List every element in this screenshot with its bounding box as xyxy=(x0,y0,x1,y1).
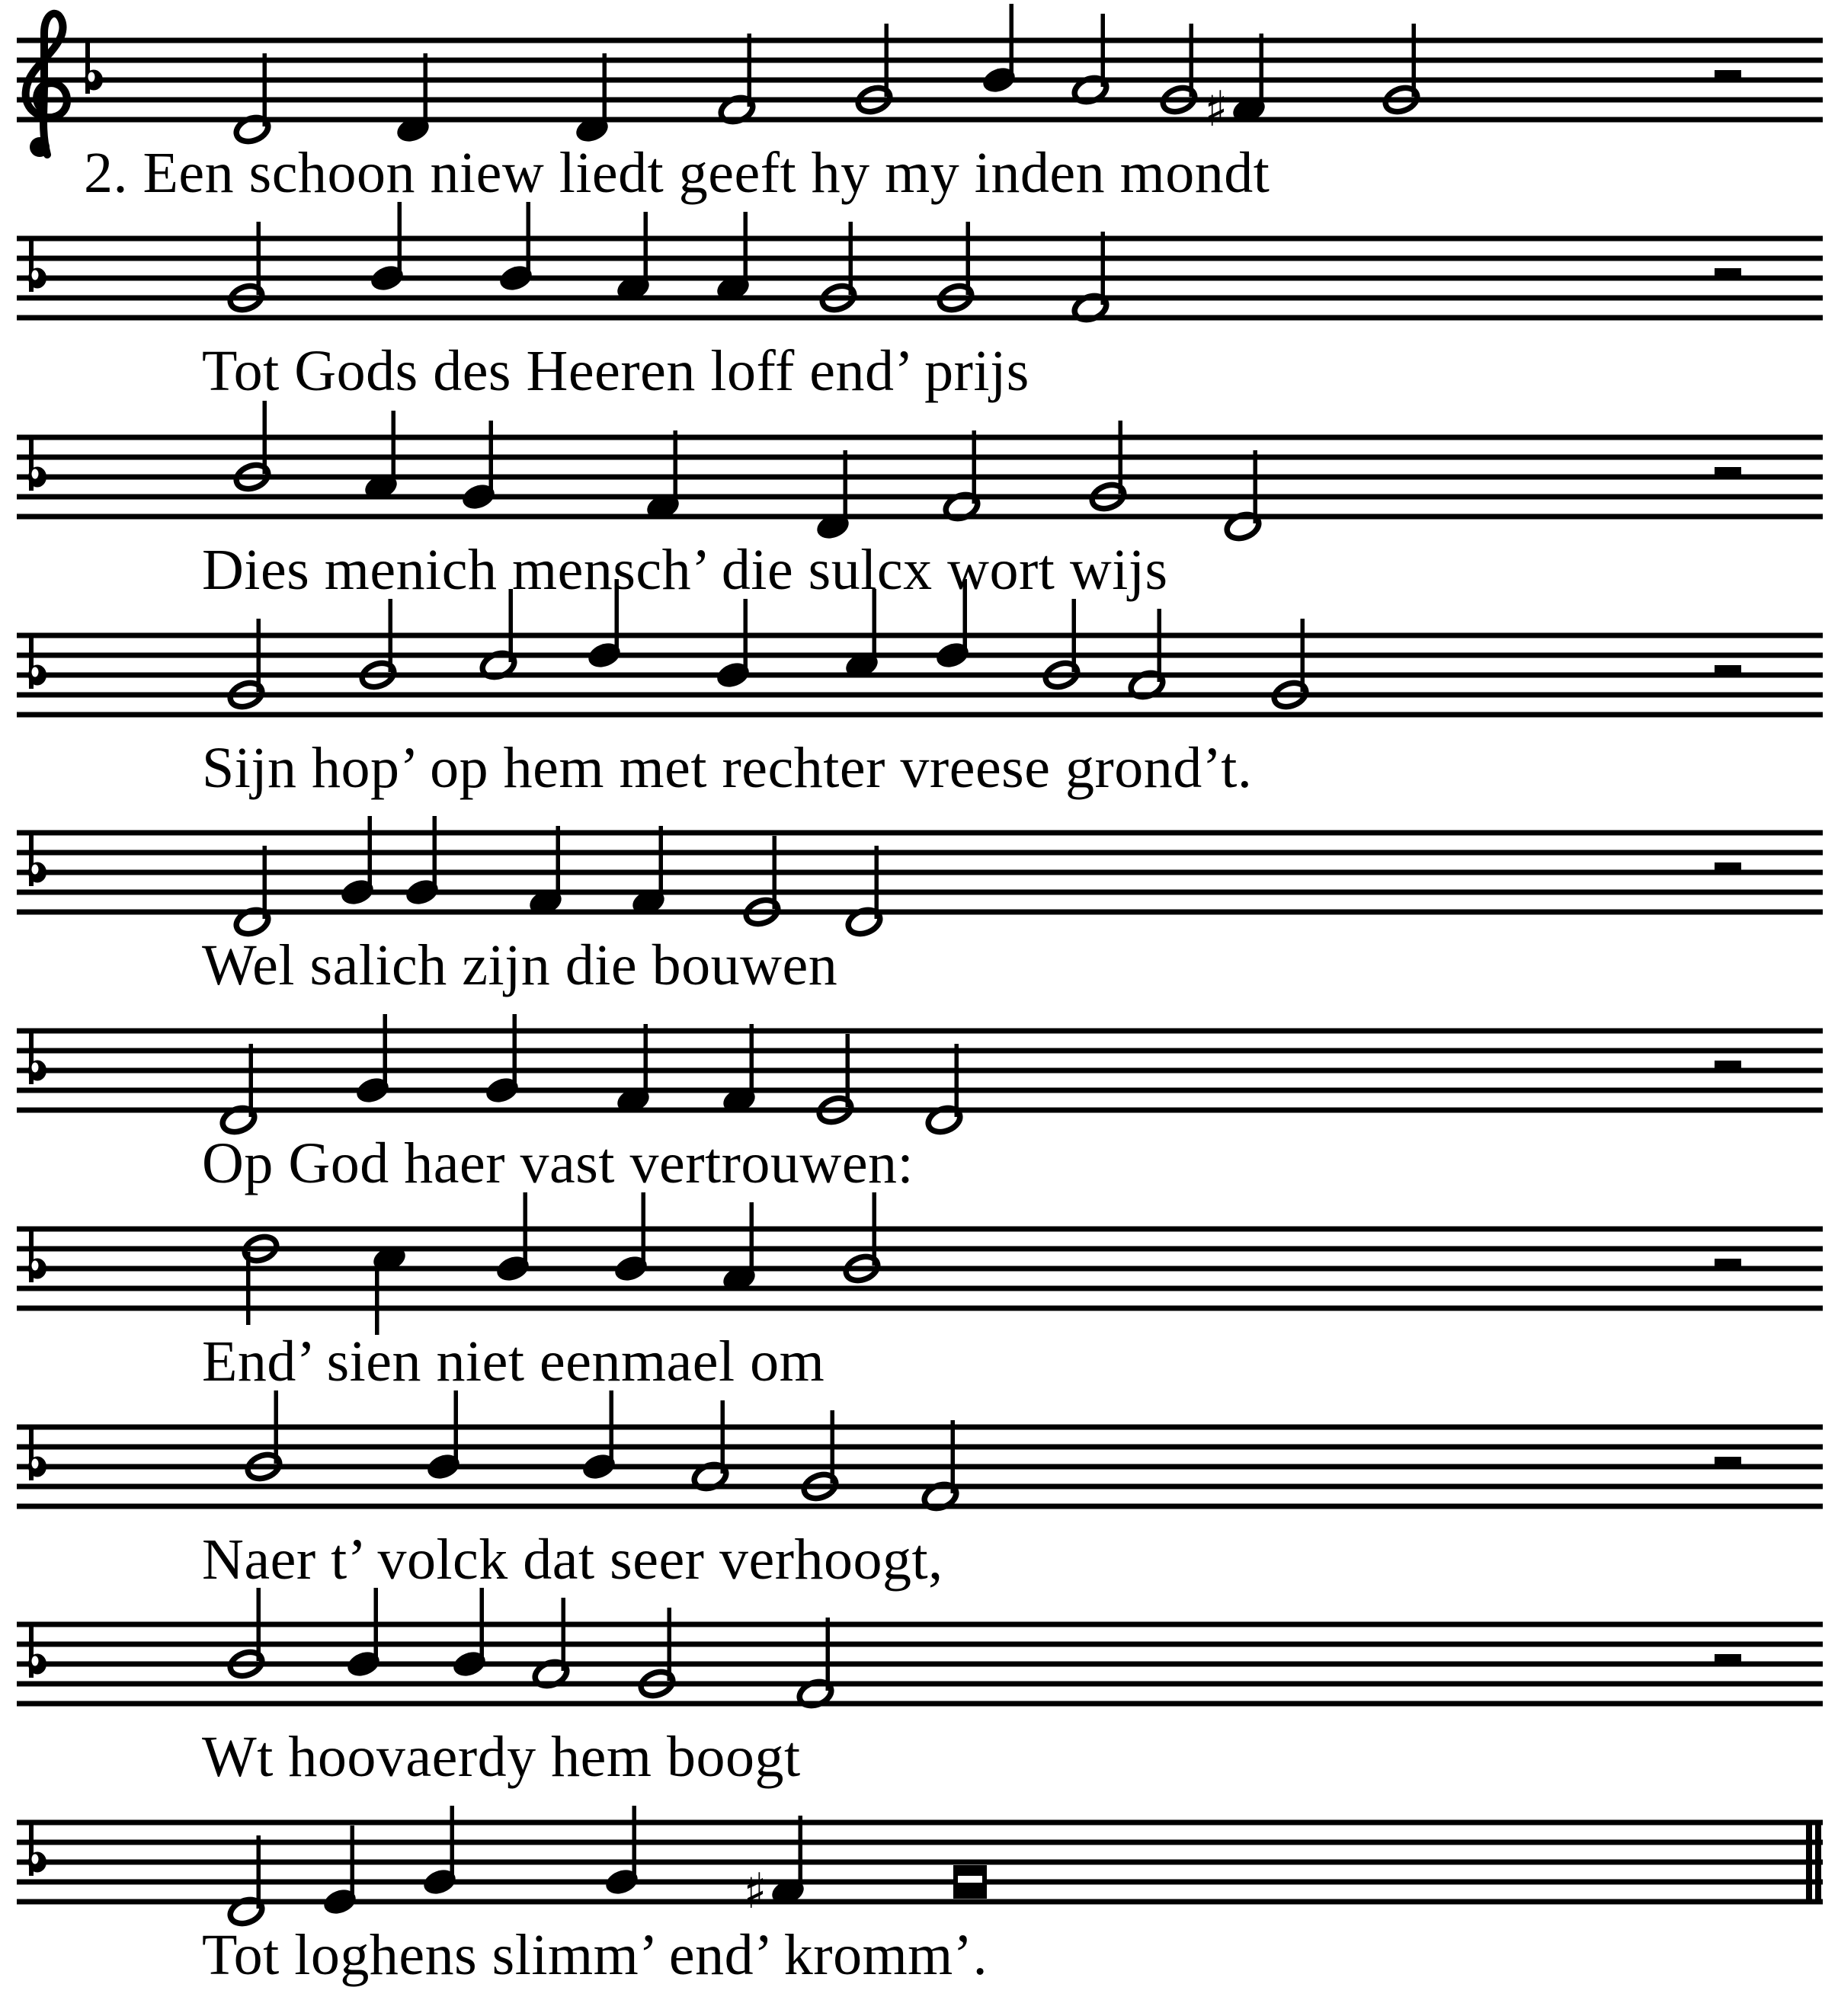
note-stem xyxy=(972,430,977,504)
note-stem xyxy=(263,846,267,919)
whole-rest xyxy=(1715,268,1741,278)
note-stem xyxy=(375,1262,379,1335)
note-stem xyxy=(556,826,561,899)
staff-line xyxy=(17,1840,1823,1845)
staff-line xyxy=(17,117,1823,123)
staff-line xyxy=(17,58,1823,63)
staff-line xyxy=(17,1445,1823,1450)
lyrics-layer xyxy=(84,141,1270,1987)
whole-rest xyxy=(1715,665,1741,675)
staff-line xyxy=(17,1484,1823,1490)
staff-line xyxy=(17,98,1823,103)
lyric-line-4: Sijn hop’ op hem met rechter vreese grond’t. xyxy=(202,736,1253,800)
clef-foot xyxy=(30,137,50,157)
note-stem xyxy=(513,1014,517,1087)
note-stem xyxy=(644,1024,648,1097)
note-stem xyxy=(831,1410,835,1483)
sharp-icon: ♯ xyxy=(743,1864,767,1920)
staff-line xyxy=(17,1820,1823,1826)
note-stem xyxy=(454,1390,459,1464)
whole-rest xyxy=(1715,862,1741,872)
staff-line xyxy=(17,1108,1823,1113)
quarter-note xyxy=(368,202,407,294)
quarter-note xyxy=(494,1192,533,1285)
staff-9 xyxy=(17,1588,1823,1710)
breve-note xyxy=(953,1865,987,1899)
staff-line xyxy=(17,315,1823,321)
note-stem xyxy=(383,1014,388,1087)
note-stem xyxy=(450,1806,455,1879)
whole-rest xyxy=(1715,70,1741,80)
quarter-note xyxy=(603,1806,642,1898)
note-stem xyxy=(1301,619,1305,692)
note-stem xyxy=(849,222,853,295)
flat-sign-icon xyxy=(85,39,103,94)
note-stem xyxy=(826,1618,831,1691)
note-stem xyxy=(274,1390,279,1464)
quarter-note xyxy=(424,1390,463,1483)
note-stem xyxy=(966,222,971,295)
treble-clef-icon xyxy=(26,14,67,157)
lyric-line-3: Dies menich mensch’ die sulcx wort wijs xyxy=(202,538,1168,602)
note-stem xyxy=(1101,232,1106,305)
quarter-note xyxy=(483,1014,522,1106)
note-stem xyxy=(659,826,664,899)
staff-8 xyxy=(17,1390,1823,1512)
staff-line xyxy=(17,870,1823,875)
note-stem xyxy=(644,212,648,285)
staff-line xyxy=(17,1682,1823,1687)
note-stem xyxy=(674,430,678,504)
staff-line xyxy=(17,712,1823,718)
staff-line xyxy=(17,276,1823,281)
lyric-line-5: Wel salich zijn die bouwen xyxy=(202,933,838,997)
note-stem xyxy=(799,1816,803,1889)
flat-sign-icon xyxy=(28,634,46,689)
quarter-note xyxy=(338,816,377,908)
staff-line xyxy=(17,1068,1823,1074)
staff-line xyxy=(17,1266,1823,1272)
staff-line xyxy=(17,1425,1823,1430)
note-stem xyxy=(257,1588,261,1661)
lyric-line-8: Naer t’ volck dat seer verhoogt, xyxy=(202,1528,943,1592)
staff-line xyxy=(17,475,1823,480)
staff-7 xyxy=(17,1192,1823,1335)
note-stem xyxy=(389,599,393,672)
lyric-line-10: Tot loghens slimm’ end’ kromm’. xyxy=(202,1923,988,1987)
note-stem xyxy=(873,1192,877,1266)
flat-sign-icon xyxy=(28,1426,46,1480)
staff-line xyxy=(17,296,1823,301)
note-stem xyxy=(846,1034,850,1107)
note-stem xyxy=(668,1608,672,1681)
note-stem xyxy=(1101,14,1106,87)
staff-line xyxy=(17,830,1823,836)
staff-6 xyxy=(17,1014,1823,1136)
final-barline xyxy=(1815,1820,1821,1905)
staff-10 xyxy=(17,1806,1823,1928)
staff-line xyxy=(17,1642,1823,1647)
note-stem xyxy=(1412,24,1417,97)
note-stem xyxy=(263,401,267,474)
whole-rest xyxy=(1715,1061,1741,1070)
whole-rest xyxy=(1715,1259,1741,1269)
staff-line xyxy=(17,1029,1823,1034)
staff-line xyxy=(17,1662,1823,1667)
note-stem xyxy=(1010,4,1014,77)
staff-line xyxy=(17,1880,1823,1885)
quarter-note xyxy=(354,1014,392,1106)
staff-3 xyxy=(17,401,1823,542)
quarter-note xyxy=(980,4,1019,96)
lyric-line-1: 2. Een schoon niew liedt geeft hy my inden mondt xyxy=(84,141,1270,205)
quarter-note xyxy=(460,421,498,513)
staff-line xyxy=(17,1464,1823,1470)
staff-2 xyxy=(17,202,1823,324)
note-stem xyxy=(480,1588,485,1661)
staff-line xyxy=(17,850,1823,856)
flat-sign-icon xyxy=(28,237,46,292)
note-stem xyxy=(351,1826,355,1899)
note-stem xyxy=(773,836,777,909)
note-stem xyxy=(263,53,267,126)
whole-rest xyxy=(1715,1654,1741,1664)
note-stem xyxy=(1072,599,1077,672)
staff-line xyxy=(17,78,1823,83)
note-stem xyxy=(257,222,261,295)
sharp-icon: ♯ xyxy=(1204,82,1228,138)
flat-sign-icon xyxy=(28,1623,46,1678)
whole-rest xyxy=(1715,1457,1741,1467)
staff-line xyxy=(17,1860,1823,1865)
note-stem xyxy=(744,599,748,672)
note-stem xyxy=(1158,609,1162,682)
note-stem xyxy=(844,450,848,523)
note-stem xyxy=(562,1598,566,1671)
note-stem xyxy=(951,1420,956,1493)
staff-line xyxy=(17,1286,1823,1291)
whole-rest xyxy=(1715,467,1741,477)
note-stem xyxy=(424,53,428,126)
flat-sign-icon xyxy=(28,436,46,491)
staff-1 xyxy=(17,4,1823,157)
staff-line xyxy=(17,1088,1823,1093)
note-stem xyxy=(433,816,437,889)
note-stem xyxy=(368,816,373,889)
staff-line xyxy=(17,890,1823,895)
note-stem xyxy=(257,1835,261,1909)
staff-line xyxy=(17,910,1823,915)
staff-line xyxy=(17,673,1823,678)
note-stem xyxy=(721,1400,725,1474)
flat-sign-icon xyxy=(28,1029,46,1084)
lyric-line-2: Tot Gods des Heeren loff end’ prijs xyxy=(202,339,1029,403)
note-stem xyxy=(489,421,494,494)
staff-line xyxy=(17,1227,1823,1232)
staff-line xyxy=(17,653,1823,658)
note-stem xyxy=(750,1024,754,1097)
quarter-note xyxy=(421,1806,460,1898)
staff-line xyxy=(17,1048,1823,1054)
note-stem xyxy=(748,34,752,107)
staff-line xyxy=(17,1306,1823,1311)
staff-line xyxy=(17,494,1823,500)
quarter-note xyxy=(497,202,536,294)
staff-line xyxy=(17,455,1823,460)
note-stem xyxy=(1190,24,1194,97)
quarter-note xyxy=(403,816,442,908)
staff-line xyxy=(17,1899,1823,1905)
note-stem xyxy=(1260,34,1264,107)
note-stem xyxy=(257,619,261,692)
note-stem xyxy=(610,1390,614,1464)
flat-sign-icon xyxy=(28,831,46,886)
note-stem xyxy=(632,1806,637,1879)
staff-5 xyxy=(17,816,1823,938)
staff-line xyxy=(17,1504,1823,1509)
note-stem xyxy=(374,1588,379,1661)
quarter-note xyxy=(450,1588,489,1680)
staff-line xyxy=(17,236,1823,242)
note-stem xyxy=(875,846,879,919)
staff-line xyxy=(17,38,1823,43)
quarter-note xyxy=(612,1192,651,1285)
quarter-note xyxy=(580,1390,619,1483)
staff-line xyxy=(17,1622,1823,1627)
final-barline xyxy=(1806,1820,1812,1905)
note-stem xyxy=(246,1252,251,1325)
note-stem xyxy=(527,202,531,275)
note-stem xyxy=(1119,421,1123,494)
note-stem xyxy=(392,411,396,484)
lyric-line-7: End’ sien niet eenmael om xyxy=(202,1330,825,1394)
staff-line xyxy=(17,435,1823,440)
note-stem xyxy=(885,24,889,97)
quarter-note xyxy=(344,1588,383,1680)
lyric-line-9: Wt hoovaerdy hem boogt xyxy=(202,1725,801,1789)
note-stem xyxy=(750,1202,754,1275)
quarter-note xyxy=(714,599,753,691)
staff-line xyxy=(17,633,1823,638)
staff-line xyxy=(17,1701,1823,1707)
quarter-note xyxy=(321,1826,360,1918)
note-stem xyxy=(1254,450,1258,523)
flat-sign-icon xyxy=(28,1821,46,1876)
staff-line xyxy=(17,693,1823,698)
note-stem xyxy=(524,1192,528,1266)
staff-line xyxy=(17,1246,1823,1252)
note-stem xyxy=(744,212,748,285)
note-stem xyxy=(603,53,607,126)
staff-line xyxy=(17,514,1823,520)
note-stem xyxy=(398,202,402,275)
note-stem xyxy=(249,1044,254,1117)
note-stem xyxy=(642,1192,646,1266)
note-stem xyxy=(955,1044,959,1117)
lyric-line-6: Op God haer vast vertrouwen: xyxy=(202,1131,914,1195)
flat-sign-icon xyxy=(28,1227,46,1282)
staff-line xyxy=(17,256,1823,261)
